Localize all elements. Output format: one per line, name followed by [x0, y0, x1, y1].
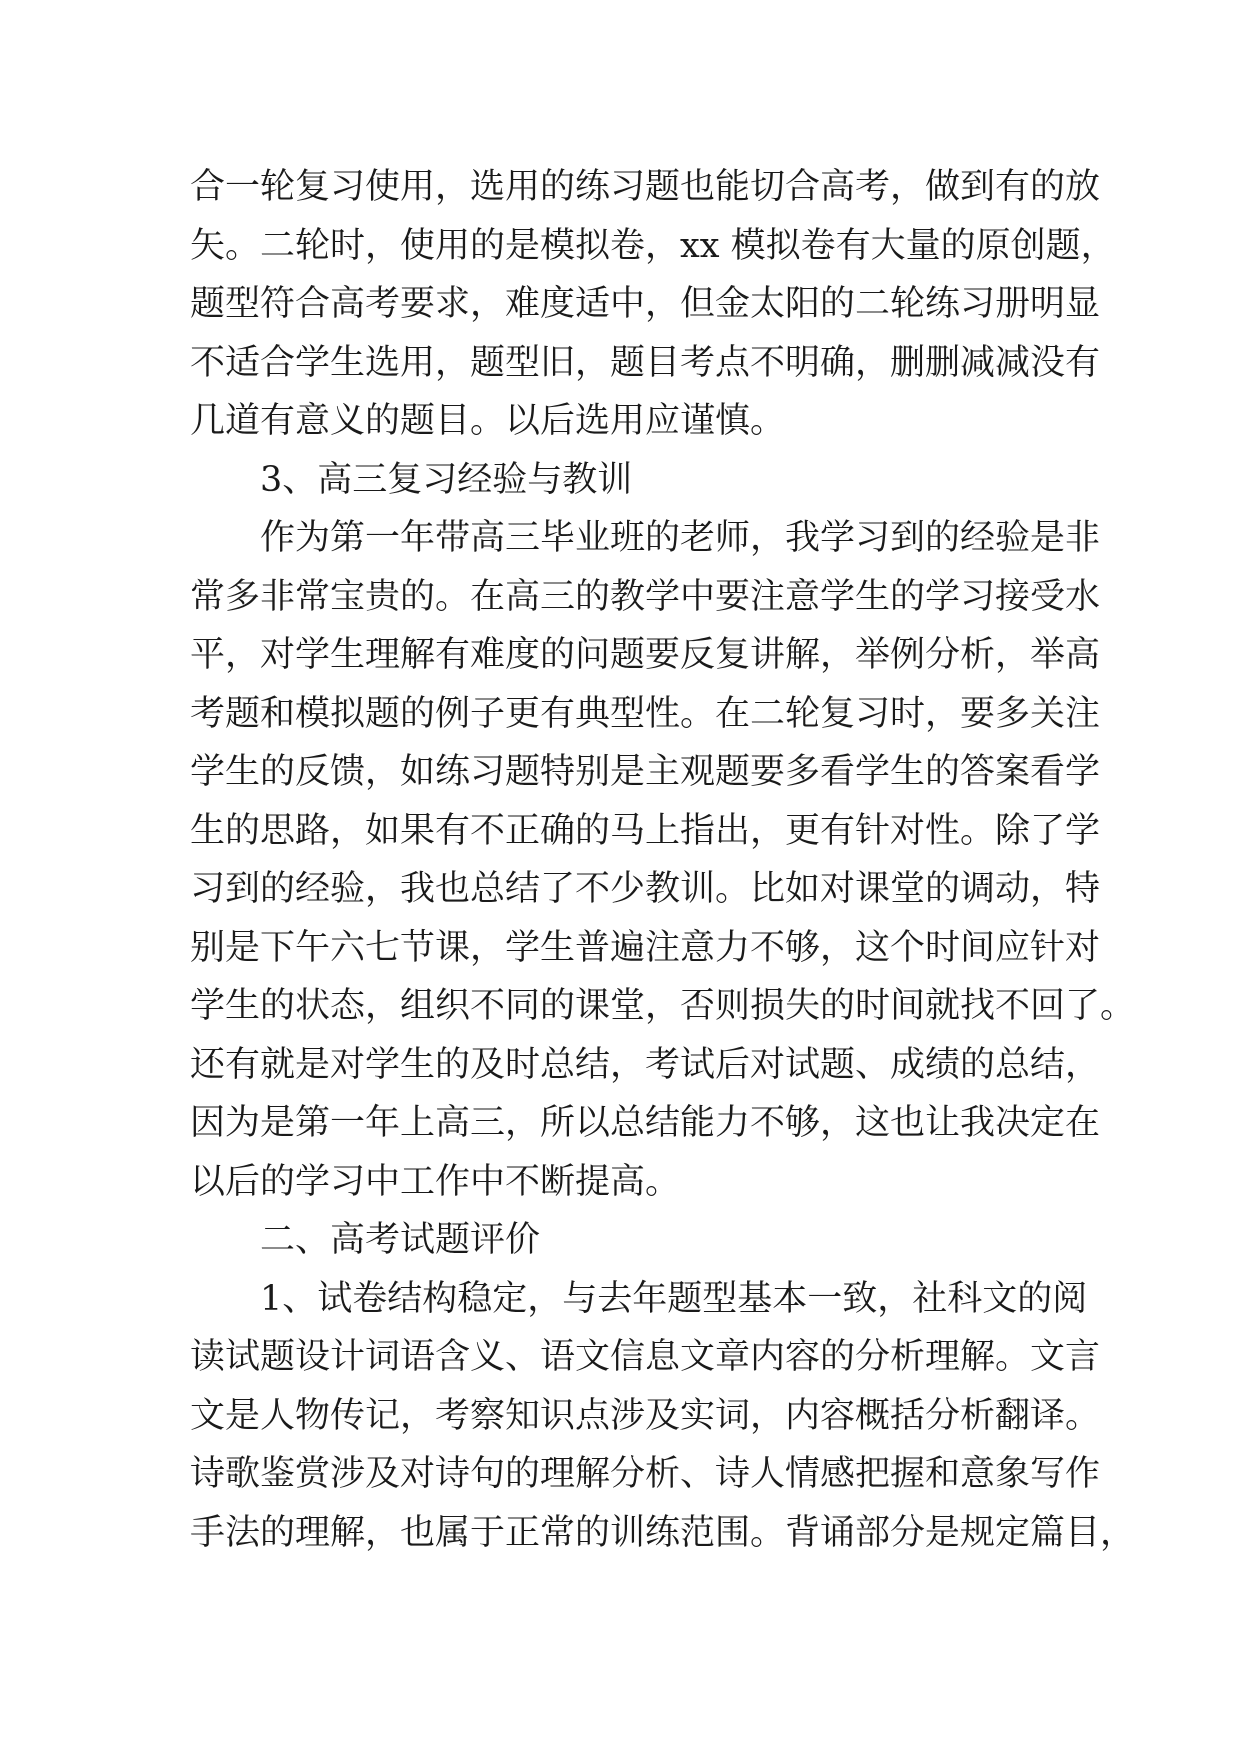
text-line: 二、高考试题评价 [260, 1220, 541, 1260]
text-line: 作为第一年带高三毕业班的老师，我学习到的经验是非 [260, 518, 1101, 558]
text-line: 习到的经验，我也总结了不少教训。比如对课堂的调动，特 [190, 869, 1101, 909]
text-line: 学生的状态，组织不同的课堂，否则损失的时间就找不回了。 [190, 986, 1136, 1026]
text-line: 不适合学生选用，题型旧，题目考点不明确，删删减减没有 [190, 342, 1101, 383]
text-line: 几道有意义的题目。以后选用应谨慎。 [190, 401, 786, 441]
text-line: 考题和模拟题的例子更有典型性。在二轮复习时，要多关注 [190, 693, 1101, 734]
text-line: 生的思路，如果有不正确的马上指出，更有针对性。除了学 [190, 810, 1101, 851]
text-line: 矢。二轮时，使用的是模拟卷，xx 模拟卷有大量的原创题， [190, 225, 1116, 266]
text-line: 读试题设计词语含义、语文信息文章内容的分析理解。文言 [190, 1337, 1101, 1377]
text-line: 题型符合高考要求，难度适中，但金太阳的二轮练习册明显 [190, 284, 1101, 324]
text-line: 平，对学生理解有难度的问题要反复讲解，举例分析，举高 [190, 635, 1101, 675]
text-line: 文是人物传记，考察知识点涉及实词，内容概括分析翻译。 [190, 1395, 1101, 1436]
text-line: 别是下午六七节课，学生普遍注意力不够，这个时间应针对 [190, 927, 1101, 968]
text-line: 以后的学习中工作中不断提高。 [190, 1161, 681, 1202]
text-line: 手法的理解，也属于正常的训练范围。背诵部分是规定篇目， [190, 1512, 1136, 1553]
text-line: 3、高三复习经验与教训 [260, 459, 633, 500]
text-line: 1、试卷结构稳定，与去年题型基本一致，社科文的阅 [260, 1278, 1088, 1319]
text-line: 还有就是对学生的及时总结，考试后对试题、成绩的总结， [190, 1044, 1101, 1085]
text-line: 学生的反馈，如练习题特别是主观题要多看学生的答案看学 [190, 752, 1101, 792]
text-line: 因为是第一年上高三，所以总结能力不够，这也让我决定在 [190, 1103, 1101, 1143]
text-line: 常多非常宝贵的。在高三的教学中要注意学生的学习接受水 [190, 576, 1101, 617]
text-line: 合一轮复习使用，选用的练习题也能切合高考，做到有的放 [190, 167, 1101, 207]
text-line: 诗歌鉴赏涉及对诗句的理解分析、诗人情感把握和意象写作 [190, 1454, 1101, 1494]
document-body [190, 158, 1136, 1562]
